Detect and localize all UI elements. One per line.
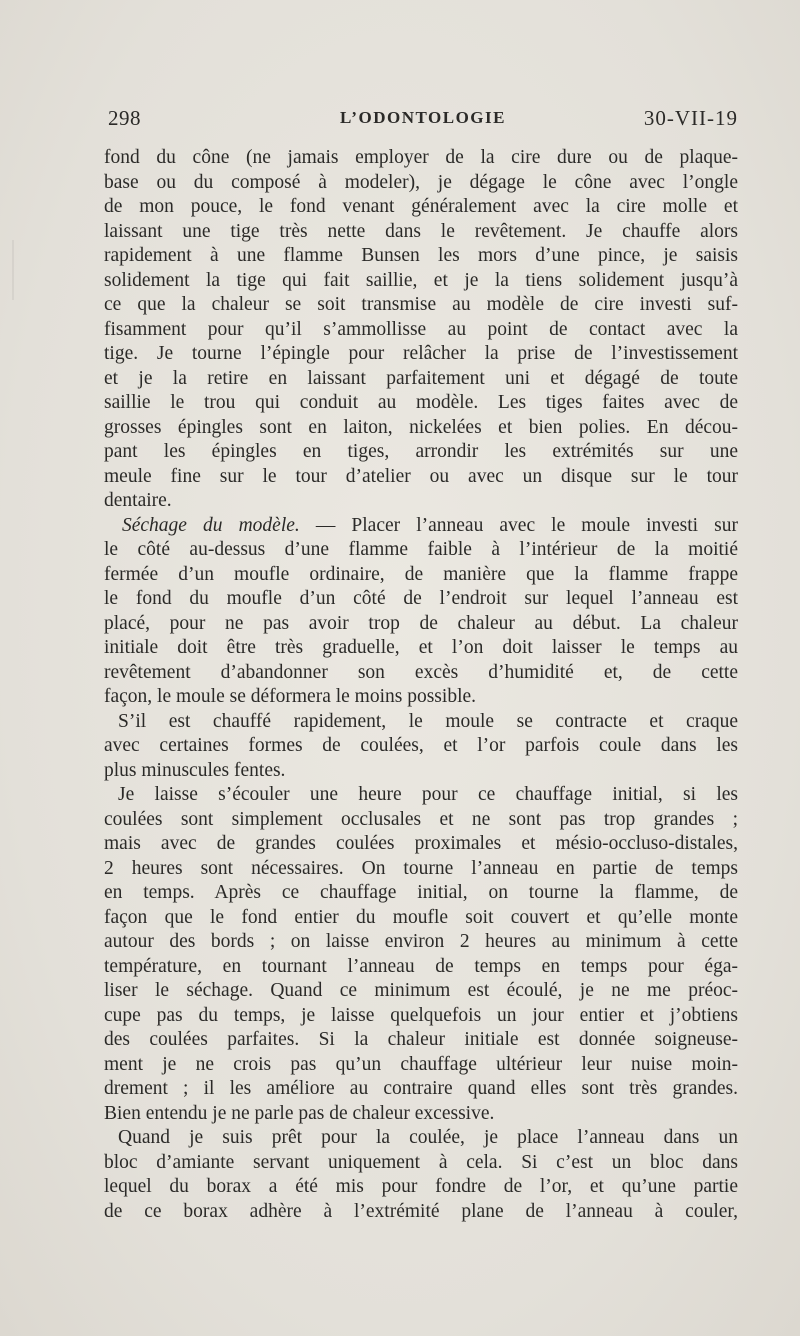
- text-line: Quand je suis prêt pour la coulée, je place l’anneau dans un: [118, 1127, 738, 1148]
- text-line: façon que le fond entier du moufle soit couvert et qu’elle monte: [104, 906, 738, 928]
- text-line: base ou du composé à modeler), je dégage le cône avec l’ongle: [104, 171, 738, 193]
- issue-date: 30-VII-19: [643, 106, 738, 130]
- text-line: S’il est chauffé rapidement, le moule se contracte et craque: [118, 710, 738, 732]
- text-line: Je laisse s’écouler une heure pour ce chauffage initial, si les: [118, 784, 738, 805]
- text-line: pant les épingles en tiges, arrondir les extrémités sur une: [104, 441, 738, 462]
- body-text: [104, 146, 738, 1224]
- text-line: des coulées parfaites. Si la chaleur initiale est donnée soigneuse-: [104, 1029, 738, 1050]
- text-line: et je la retire en laissant parfaitement uni et dégagé de toute: [104, 367, 738, 389]
- section-first-line-text: — Placer l’anneau avec le moule investi sur: [299, 514, 738, 536]
- page-crease: [12, 240, 14, 300]
- text-line: tige. Je tourne l’épingle pour relâcher la prise de l’investissement: [104, 343, 738, 364]
- page-number: 298: [108, 106, 141, 130]
- text-line: mais avec de grandes coulées proximales et mésio-occluso-distales,: [104, 833, 738, 854]
- text-line: façon, le moule se déformera le moins possible.: [104, 686, 477, 707]
- text-line: Bien entendu je ne parle pas de chaleur excessive.: [104, 1102, 495, 1124]
- text-line: lequel du borax a été mis pour fondre de l’or, et qu’une partie: [104, 1176, 738, 1197]
- text-line: plus minuscules fentes.: [104, 759, 286, 781]
- text-line: cupe pas du temps, je laisse quelquefois un jour entier et j’obtiens: [104, 1004, 738, 1026]
- text-line: bloc d’amiante servant uniquement à cela. Si c’est un bloc dans: [104, 1151, 738, 1173]
- text-line: de ce borax adhère à l’extrémité plane de l’anneau à couler,: [104, 1200, 738, 1222]
- text-line: drement ; il les améliore au contraire quand elles sont très grandes.: [104, 1078, 738, 1099]
- text-line: dentaire.: [104, 490, 172, 511]
- text-line: placé, pour ne pas avoir trop de chaleur au début. La chaleur: [104, 612, 738, 634]
- text-line: grosses épingles sont en laiton, nickelées et bien polies. En décou-: [104, 416, 738, 438]
- text-line: saillie le trou qui conduit au modèle. Les tiges faites avec de: [104, 392, 738, 413]
- text-line: solidement la tige qui fait saillie, et je la tiens solidement jusqu’à: [104, 269, 738, 291]
- text-line: laissant une tige très nette dans le revêtement. Je chauffe alors: [104, 220, 738, 242]
- text-line: avec certaines formes de coulées, et l’or parfois coule dans les: [104, 735, 738, 756]
- text-line: liser le séchage. Quand ce minimum est écoulé, je ne me préoc-: [104, 980, 738, 1001]
- text-line: coulées sont simplement occlusales et ne sont pas trop grandes ;: [104, 808, 738, 830]
- running-header: [108, 106, 738, 142]
- text-line: autour des bords ; on laisse environ 2 heures au minimum à cette: [104, 931, 738, 952]
- section-heading: Séchage du modèle.: [122, 514, 300, 536]
- text-line: température, en tournant l’anneau de temps en temps pour éga-: [104, 955, 738, 977]
- text-line: fisamment pour qu’il s’ammollisse au point de contact avec la: [104, 318, 738, 340]
- text-line: meule fine sur le tour d’atelier ou avec un disque sur le tour: [104, 465, 738, 487]
- text-line: le côté au-dessus d’une flamme faible à l’intérieur de la moitié: [104, 539, 738, 560]
- text-line: ce que la chaleur se soit transmise au modèle de cire investi suf-: [104, 294, 738, 315]
- text-line: fermée d’un moufle ordinaire, de manière que la flamme frappe: [104, 563, 738, 585]
- text-line: revêtement d’abandonner son excès d’humidité et, de cette: [104, 661, 738, 683]
- text-line: de mon pouce, le fond venant généralement avec la cire molle et: [104, 196, 738, 217]
- text-line: 2 heures sont nécessaires. On tourne l’anneau en partie de temps: [104, 857, 738, 879]
- text-line: fond du cône (ne jamais employer de la cire dure ou de plaque-: [104, 147, 738, 168]
- text-line: en temps. Après ce chauffage initial, on tourne la flamme, de: [104, 882, 738, 903]
- text-line: rapidement à une flamme Bunsen les mors d’une pince, je saisis: [104, 245, 738, 266]
- text-line: le fond du moufle d’un côté de l’endroit sur lequel l’anneau est: [104, 588, 738, 609]
- running-title: L’ODONTOLOGIE: [340, 108, 506, 127]
- text-line: initiale doit être très graduelle, et l’on doit laisser le temps au: [104, 637, 738, 658]
- text-line: ment je ne crois pas qu’un chauffage ultérieur leur nuise moin-: [104, 1053, 738, 1075]
- section-first-line: [104, 514, 738, 539]
